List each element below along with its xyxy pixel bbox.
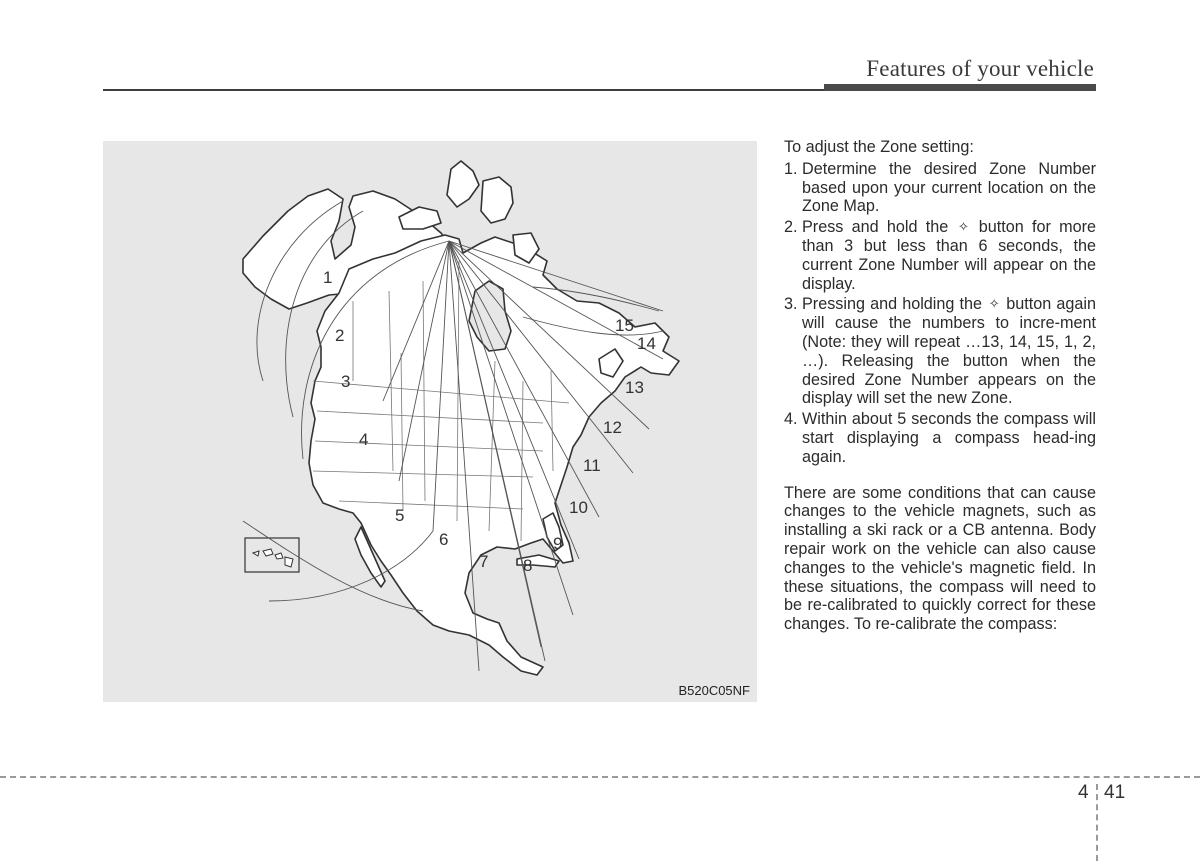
zone-map-figure (103, 141, 757, 702)
page-header-title: Features of your vehicle (866, 56, 1094, 81)
step-text (802, 295, 1096, 408)
zone-label: 1 (323, 268, 333, 287)
footer-divider (0, 776, 1200, 778)
zone-label: 4 (359, 430, 369, 449)
step-text-after: button for more than 3 but less than 6 seconds, the current Zone Number will appear on the display. (802, 218, 1096, 293)
zone-label: 14 (637, 334, 656, 353)
zone-label: 2 (335, 326, 345, 345)
zone-label: 3 (341, 372, 351, 391)
step-number: 4. (784, 410, 798, 429)
header-rule-accent (824, 84, 1096, 91)
instructions-column (784, 138, 1096, 634)
step-text-before: Pressing and holding the (802, 295, 983, 314)
intro-text: To adjust the Zone setting: (784, 138, 974, 156)
compass-button-icon: ✧ (988, 296, 1000, 312)
step-2 (784, 218, 1096, 293)
step-text: Determine the desired Zone Number based upon your current location on the Zone Map. (802, 159, 1096, 216)
chapter-number: 4 (1078, 782, 1089, 803)
zone-label: 9 (553, 534, 563, 553)
hawaii-inset (245, 538, 299, 572)
step-number: 2. (784, 218, 798, 237)
compass-button-icon: ✧ (958, 219, 969, 235)
footer-vertical-divider (1096, 784, 1098, 861)
zone-label: 15 (615, 316, 634, 335)
step-text (802, 218, 1096, 293)
zone-label: 12 (603, 418, 622, 437)
zone-label: 11 (583, 456, 601, 475)
step-text-after: button again will cause the numbers to incre-ment (Note: they will repeat …13, 14, 15, 1, 2, …). Releasing the button when the desired Zone Number appears on the display will set the new Zone. (802, 295, 1096, 408)
header-rule (103, 89, 825, 91)
step-number: 3. (784, 295, 798, 314)
zone-label: 6 (439, 530, 449, 549)
step-text: Within about 5 seconds the compass will start displaying a compass head-ing again. (802, 410, 1096, 466)
step-4 (784, 410, 1096, 466)
step-3 (784, 295, 1096, 408)
page-number: 41 (1104, 782, 1126, 803)
figure-code: B520C05NF (678, 683, 750, 698)
step-1 (784, 160, 1096, 216)
step-text-before: Press and hold the (802, 218, 949, 237)
zone-label: 7 (479, 552, 489, 571)
zone-label: 10 (569, 498, 588, 517)
zone-label: 8 (523, 556, 533, 575)
body-paragraph: There are some conditions that can cause changes to the vehicle magnets, such as installing a ski rack or a CB antenna. Body repair work on the vehicle can also cause changes to the vehicle's magnetic field. In these situations, the compass will need to be re-calibrated to quickly correct for these changes. To re-calibrate the compass: (784, 483, 1096, 634)
zone-label: 5 (395, 506, 405, 525)
zone-label: 13 (625, 378, 644, 397)
north-america-zone-map (103, 141, 757, 702)
step-number: 1. (784, 159, 798, 178)
